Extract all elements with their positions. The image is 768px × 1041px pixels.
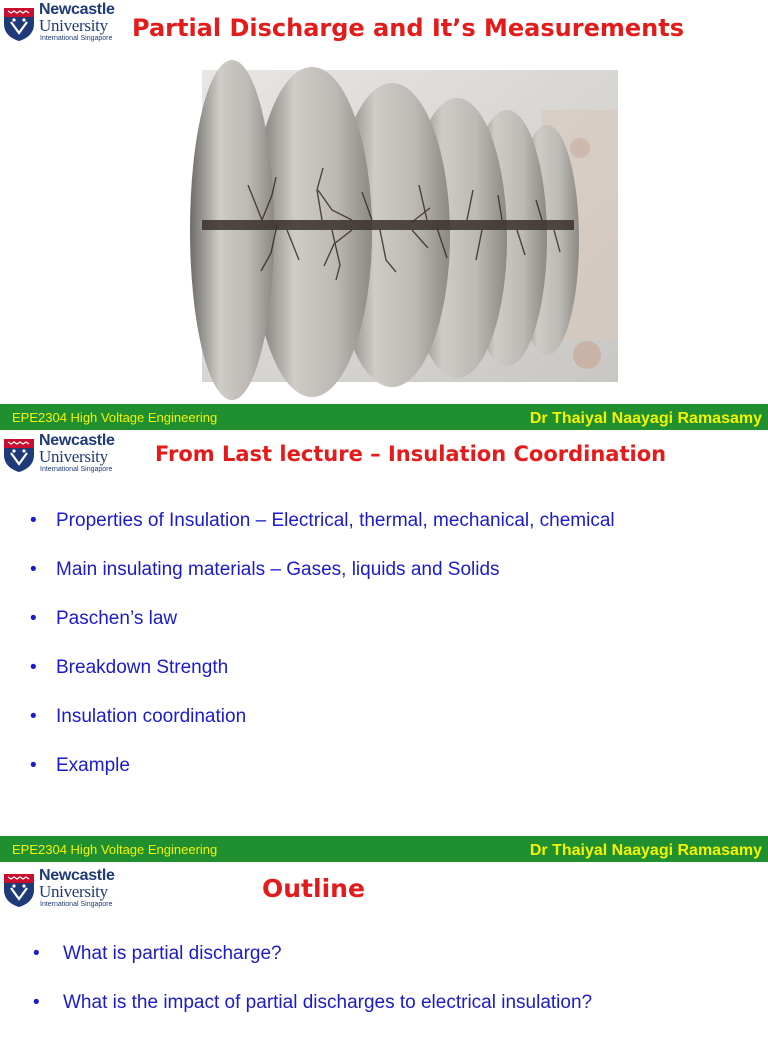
logo-line-2: University	[39, 882, 108, 901]
shield-crest-icon	[2, 6, 36, 42]
shield-crest-icon	[2, 437, 36, 473]
logo-line-1: Newcastle	[39, 1, 115, 18]
slide-2-title: From Last lecture – Insulation Coordination	[155, 442, 667, 466]
slide-1-footer	[0, 404, 768, 430]
logo-line-1: Newcastle	[39, 867, 115, 884]
slide-2-footer	[0, 836, 768, 862]
footer-course: EPE2304 High Voltage Engineering	[12, 842, 218, 857]
list-item: • What is partial discharge?	[33, 943, 282, 964]
slide-3	[0, 864, 768, 1024]
slide-2-bullet-list	[30, 510, 615, 804]
list-item: • Properties of Insulation – Electrical, thermal, mechanical, chemical	[30, 510, 615, 531]
shield-crest-icon	[2, 872, 36, 908]
footer-author: Dr Thaiyal Naayagi Ramasamy	[529, 410, 762, 427]
list-item: • Main insulating materials – Gases, liquids and Solids	[30, 559, 500, 580]
slide-3-bullet-list	[33, 943, 593, 1041]
logo-line-3: International Singapore	[40, 901, 113, 908]
slide-1-title: Partial Discharge and It’s Measurements	[132, 14, 684, 42]
list-item: • Breakdown Strength	[30, 657, 229, 678]
list-item: • What is the impact of partial discharges to electrical insulation?	[33, 992, 593, 1013]
logo-line-1: Newcastle	[39, 432, 115, 449]
university-logo	[2, 433, 128, 475]
list-item: • Insulation coordination	[30, 706, 247, 727]
slide-1	[0, 0, 768, 427]
university-logo	[2, 868, 128, 910]
slide-3-title: Outline	[262, 874, 365, 903]
list-item: • Paschen’s law	[30, 608, 178, 629]
logo-line-2: University	[39, 16, 108, 35]
insulator-photo	[202, 70, 618, 382]
footer-course: EPE2304 High Voltage Engineering	[12, 410, 218, 425]
logo-line-3: International Singapore	[40, 466, 113, 473]
footer-author: Dr Thaiyal Naayagi Ramasamy	[529, 842, 762, 859]
list-item: • Example	[30, 755, 130, 776]
logo-line-2: University	[39, 447, 108, 466]
slide-2	[0, 430, 768, 859]
logo-line-3: International Singapore	[40, 35, 113, 42]
university-logo	[2, 2, 128, 44]
